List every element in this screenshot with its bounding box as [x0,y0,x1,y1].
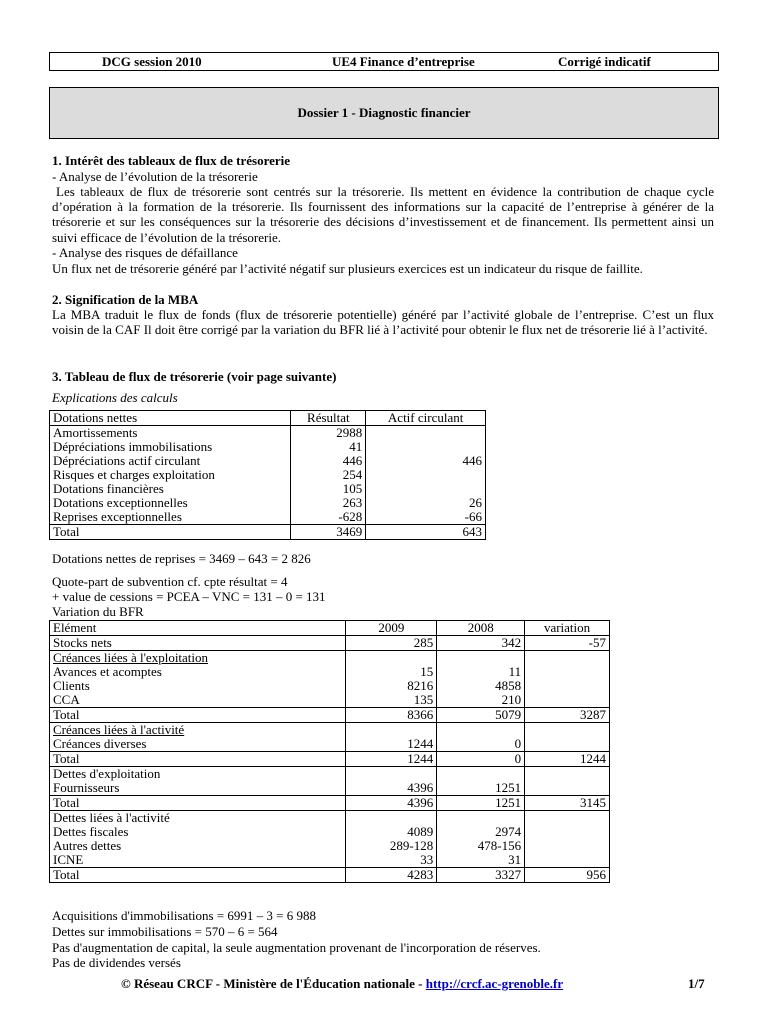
cell [366,468,486,482]
cell: 289-128 [346,839,437,853]
header-cell: 2009 [346,621,437,636]
header-cell: Elément [50,621,346,636]
cell: 8366 [346,708,437,723]
cell: 0 [437,737,525,752]
cell: 2974 [437,825,525,839]
footer-link[interactable]: http://crcf.ac-grenoble.fr [425,976,564,991]
cell: 446 [291,454,366,468]
cell: 31 [437,853,525,868]
section-1-paragraph: Les tableaux de flux de trésorerie sont centrés sur la trésorerie. Ils mettent en évidence la contribution de chaque cycle d’opération à la formation de la trésorerie. Ils fournissent des informations sur la capacité de l’entreprise à générer de la trésorerie et sur les conséquences sur la trésorerie des décisions d’investissement et de financement. Ils permettent ainsi un suivi efficace de l’évolution de la trésorerie. [52,184,714,245]
cell: 285 [346,636,437,651]
bfr-table [49,620,610,883]
table-total-row [50,752,610,767]
table-row [50,440,486,454]
cell: 956 [525,868,610,883]
cell: 1251 [437,796,525,811]
section-2-paragraph: La MBA traduit le flux de fonds (flux de trésorerie potentielle) généré par l’activité globale de l’entreprise. C’est un flux voisin de la CAF Il doit être corrigé par la variation du BFR lié à l’activité pour obtenir le flux net de trésorerie lié à l’activité. [52,307,714,338]
cell: Risques et charges exploitation [50,468,291,482]
cell: 263 [291,496,366,510]
table-row [50,839,610,853]
calc-line-1: Dotations nettes de reprises = 3469 – 643 = 2 826 [52,551,311,566]
cell: Amortissements [50,426,291,441]
section-1-line-2: - Analyse des risques de défaillance [52,245,238,260]
cell: Dépréciations actif circulant [50,454,291,468]
cell: 15 [346,665,437,679]
cell: 2988 [291,426,366,441]
cell: 446 [366,454,486,468]
cell: Stocks nets [50,636,346,651]
page-number: 1/7 [688,976,705,991]
cell: 4396 [346,796,437,811]
header-cell: Actif circulant [366,411,486,426]
table-row [50,510,486,525]
cell: Avances et acomptes [50,665,346,679]
calc-line-3: + value de cessions = PCEA – VNC = 131 – 0 = 131 [52,589,326,604]
table-row [50,636,610,651]
cell: 4396 [346,781,437,796]
bottom-line-3: Pas d'augmentation de capital, la seule augmentation provenant de l'incorporation de réserves. [52,940,541,955]
table-row [50,853,610,868]
table-row [50,825,610,839]
calc-line-4: Variation du BFR [52,604,144,619]
header-session: DCG session 2010 [102,54,202,69]
section-3-subtitle: Explications des calculs [52,390,178,405]
header-cell: Dotations nettes [50,411,291,426]
table-total-row [50,525,486,540]
cell: Autres dettes [50,839,346,853]
section-1-title: 1. Intérêt des tableaux de flux de trésorerie [52,153,291,168]
cell: ICNE [50,853,346,868]
cell: Total [50,525,291,540]
cell: Créances liées à l'activité [50,723,346,738]
cell: CCA [50,693,346,708]
header-course: UE4 Finance d’entreprise [332,54,475,69]
cell: 3145 [525,796,610,811]
header-status: Corrigé indicatif [558,54,651,69]
table-total-row [50,796,610,811]
header-cell: 2008 [437,621,525,636]
cell: 135 [346,693,437,708]
cell: 8216 [346,679,437,693]
cell: 1244 [346,752,437,767]
table-row [50,454,486,468]
section-2-title: 2. Signification de la MBA [52,292,199,307]
cell: 210 [437,693,525,708]
group-title-row [50,767,610,782]
cell: Créances diverses [50,737,346,752]
header-cell: Résultat [291,411,366,426]
dossier-title: Dossier 1 - Diagnostic financier [49,87,719,139]
dotations-table [49,410,486,540]
table-header-row [50,411,486,426]
cell: Total [50,752,346,767]
cell: Créances liées à l'exploitation [50,651,346,666]
table-row [50,665,610,679]
cell: 105 [291,482,366,496]
cell: 1244 [525,752,610,767]
cell: Total [50,796,346,811]
group-title-row [50,651,610,666]
cell: 1251 [437,781,525,796]
cell [366,482,486,496]
cell: 3469 [291,525,366,540]
cell: 1244 [346,737,437,752]
cell: Dettes fiscales [50,825,346,839]
group-title-row [50,811,610,826]
bottom-line-2: Dettes sur immobilisations = 570 – 6 = 564 [52,924,278,939]
cell: Dettes d'exploitation [50,767,346,782]
cell: Total [50,708,346,723]
cell: 643 [366,525,486,540]
header-cell: variation [525,621,610,636]
footer-copyright [121,976,563,992]
cell: -57 [525,636,610,651]
bottom-line-4: Pas de dividendes versés [52,955,181,970]
cell: -628 [291,510,366,525]
table-row [50,679,610,693]
section-1-line-1: - Analyse de l’évolution de la trésorerie [52,169,258,184]
cell [366,440,486,454]
cell: Dotations financières [50,482,291,496]
footer-text: © Réseau CRCF - Ministère de l'Éducation nationale - [121,976,426,991]
cell: 4089 [346,825,437,839]
bottom-line-1: Acquisitions d'immobilisations = 6991 – 3 = 6 988 [52,908,317,923]
table-row [50,482,486,496]
cell: 254 [291,468,366,482]
table-total-row [50,708,610,723]
page-header [49,52,719,71]
table-row [50,781,610,796]
table-row [50,496,486,510]
table-row [50,468,486,482]
section-1-line-3: Un flux net de trésorerie généré par l’activité négatif sur plusieurs exercices est un indicateur du risque de faillite. [52,261,643,276]
cell: Fournisseurs [50,781,346,796]
table-row [50,693,610,708]
cell: 4858 [437,679,525,693]
calc-line-2: Quote-part de subvention cf. cpte résultat = 4 [52,574,288,589]
cell: 33 [346,853,437,868]
cell: Dotations exceptionnelles [50,496,291,510]
cell: Total [50,868,346,883]
cell [366,426,486,441]
cell: 41 [291,440,366,454]
cell: 3287 [525,708,610,723]
cell: 26 [366,496,486,510]
cell: 11 [437,665,525,679]
table-row [50,426,486,441]
cell: 5079 [437,708,525,723]
cell: Dépréciations immobilisations [50,440,291,454]
group-title-row [50,723,610,738]
cell: Dettes liées à l'activité [50,811,346,826]
table-header-row [50,621,610,636]
cell: 4283 [346,868,437,883]
section-3-title: 3. Tableau de flux de trésorerie (voir page suivante) [52,369,337,384]
table-total-row [50,868,610,883]
table-row [50,737,610,752]
cell: 478-156 [437,839,525,853]
cell: -66 [366,510,486,525]
cell: 0 [437,752,525,767]
cell: 342 [437,636,525,651]
cell: Clients [50,679,346,693]
cell: 3327 [437,868,525,883]
cell: Reprises exceptionnelles [50,510,291,525]
